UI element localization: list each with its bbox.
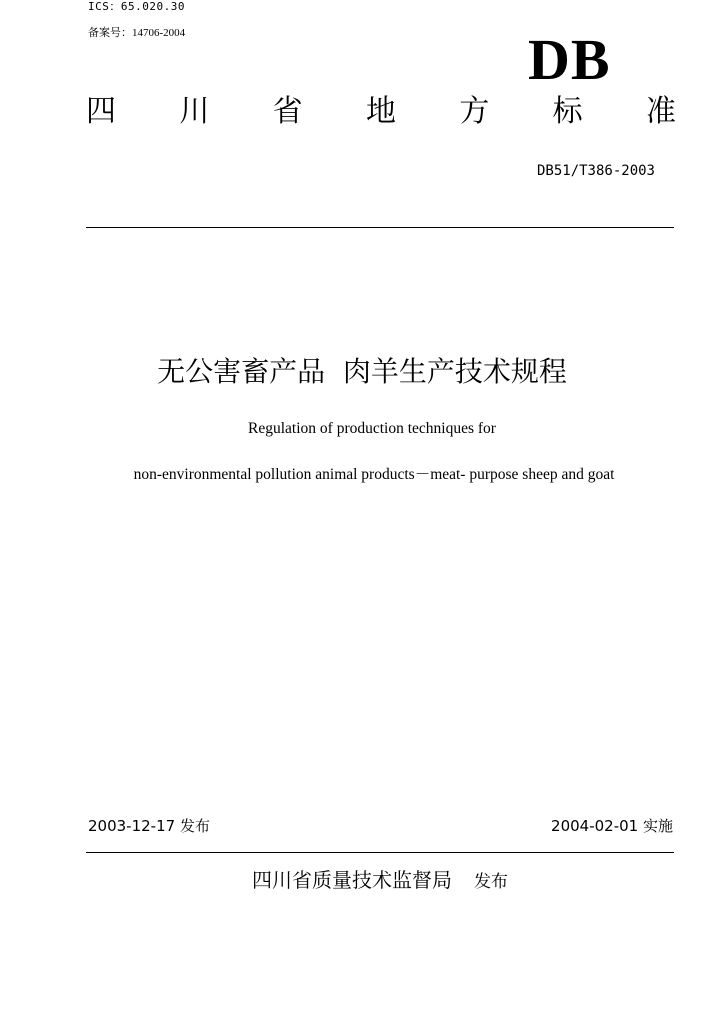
publisher-action: 发布 xyxy=(474,872,508,892)
standard-type-char: 标 xyxy=(552,94,583,129)
standard-type-char: 地 xyxy=(365,94,396,129)
record-number: 备案号：14706-2004 xyxy=(88,27,186,39)
standard-type-char: 方 xyxy=(459,94,490,129)
english-title-line-2: non-environmental pollution animal products－meat- purpose sheep and goat xyxy=(133,466,615,483)
standard-type-char: 四 xyxy=(86,94,116,129)
ics-code: ICS：65.020.30 xyxy=(88,0,185,13)
chinese-title: 无公害畜产品 肉羊生产技术规程 xyxy=(157,355,567,388)
issue-date: 2003-12-17 发布 xyxy=(88,817,210,835)
standard-type-char: 省 xyxy=(272,94,303,129)
implementation-date: 2004-02-01 实施 xyxy=(551,817,673,835)
standard-type-char: 川 xyxy=(179,94,210,129)
standard-code: DB51/T386-2003 xyxy=(536,163,655,179)
english-title-line-1: Regulation of production techniques for xyxy=(248,420,496,437)
db-logo: DB xyxy=(528,27,611,92)
standard-type-char: 准 xyxy=(645,94,676,129)
publisher-line xyxy=(0,866,724,896)
standard-type-heading xyxy=(86,94,676,130)
publisher-organization: 四川省质量技术监督局 xyxy=(252,868,452,892)
bottom-divider xyxy=(86,852,674,853)
top-divider xyxy=(86,227,674,228)
